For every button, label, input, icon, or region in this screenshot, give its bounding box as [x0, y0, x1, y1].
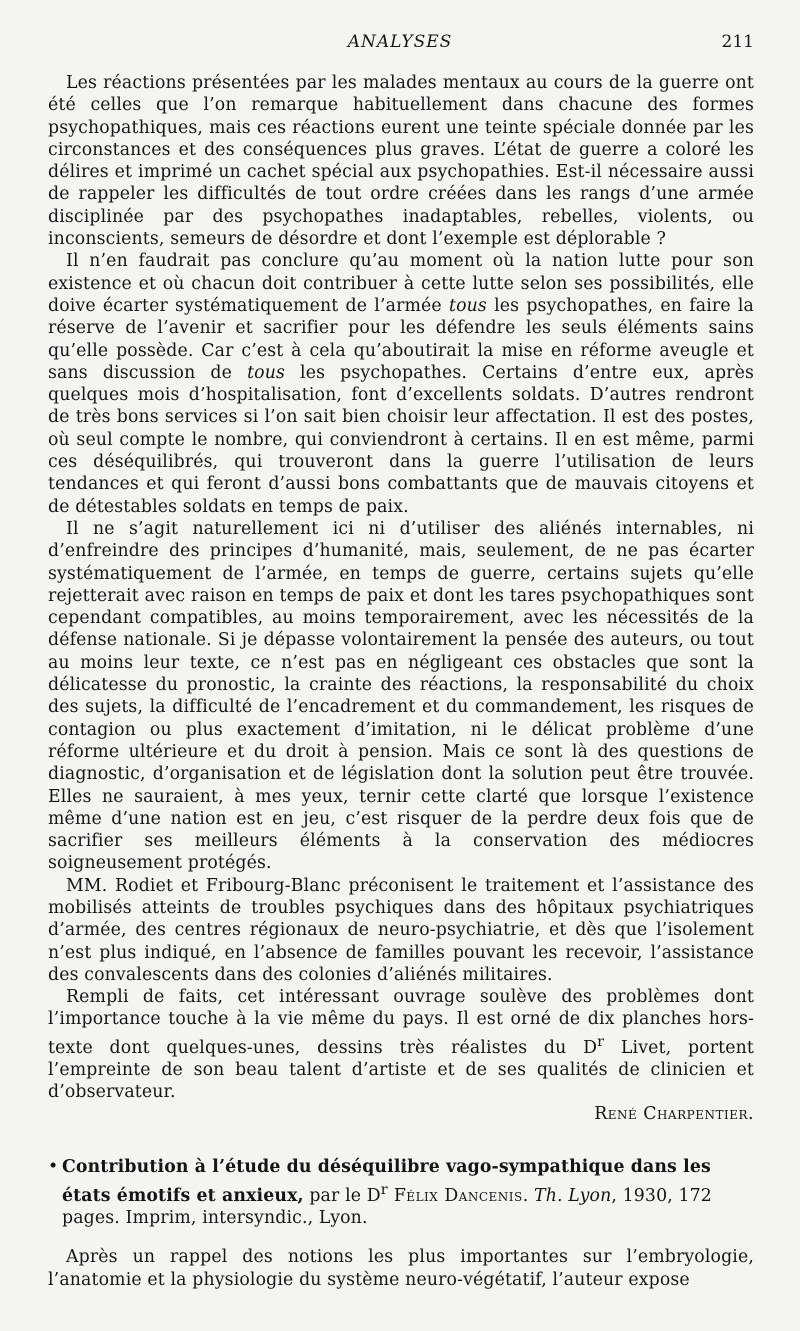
bullet-icon: •	[48, 1156, 59, 1177]
paragraph-2-part: les psychopathes, en faire la réserve de l’avenir et sacrifier pour les défendre les seuls éléments sains qu’elle possède. Car c’est à cela qu’aboutirait la mise en réforme aveugle et sans discussion de	[48, 295, 754, 383]
next-review	[48, 1156, 754, 1291]
signature-line	[48, 1103, 754, 1125]
running-title: ANALYSES	[347, 32, 453, 52]
paragraph-2	[48, 250, 754, 518]
review-heading	[48, 1156, 754, 1231]
review-body: Après un rappel des notions les plus importantes sur l’embryologie, l’anatomie et la physiologie du système neuro-végétatif, l’auteur expose	[48, 1247, 754, 1290]
paragraph-5-part: Rempli de faits, cet intéressant ouvrage soulève des problèmes dont l’importance touche à la vie même du pays. Il est orné de dix planches hors-texte dont quelques-unes, dessins très réalistes du D	[48, 987, 754, 1058]
paragraph-5-part: Livet, portent l’empreinte de son beau talent d’artiste et de ses qualités de clinicien et d’observateur.	[48, 1037, 754, 1103]
paragraph-4: MM. Rodiet et Fribourg-Blanc préconisent le traitement et l’assistance des mobilisés atteints de troubles psychiques dans des hôpitaux psychiatriques d’armée, des centres régionaux de neuro-psychiatrie, et dès que l’isolement n’est plus indiqué, en l’absence de familles pouvant les recevoir, l’assistance des convalescents dans des colonies d’aliénés militaires.	[48, 875, 754, 985]
superscript: r	[597, 1033, 605, 1050]
paragraph-2-part: les psychopathes. Certains d’entre eux, après quelques mois d’hospitalisation, font d’excellents soldats. D’autres rendront de très bons services si l’on sait bien choisir leur affectation. Il est des postes, où seul compte le nombre, qui conviendront à certains. Il en est même, parmi ces déséquilibrés, qui trouveront dans la guerre l’utilisation de leurs tendances et qui feront d’aussi bons combattants que de mauvais citoyens et de détestables soldats en temps de paix.	[48, 362, 754, 517]
paragraph-3: Il ne s’agit naturellement ici ni d’utiliser des aliénés internables, ni d’enfreindre des principes d’humanité, mais, seulement, de ne pas écarter systématiquement de l’armée, en temps de guerre, certains sujets qu’elle rejetterait avec raison en temps de paix et dont les tares psychopathiques sont cependant compatibles, au moins temporairement, avec les nécessités de la défense nationale. Si je dépasse volontairement la pensée des auteurs, ou tout au moins leur texte, ce n’est pas en négligeant ces obstacles que sont la délicatesse du pronostic, la crainte des réactions, la responsabilité du choix des sujets, la difficulté de l’encadrement et du commandement, les risques de contagion ou plus exactement d’imitation, ni le délicat problème d’une réforme ultérieure et du droit à pension. Mais ce sont là des questions de diagnostic, d’organisation et de législation dont la solution peut être trouvée. Elles ne sauraient, à mes yeux, ternir cette clarté que lorsque l’existence même d’une nation est en jeu, c’est risquer de la perdre deux fois que de sacrifier ses meilleurs éléments à la conservation des médiocres soigneusement protégés.	[48, 518, 754, 874]
thesis-city: Th. Lyon	[534, 1185, 612, 1206]
author-prefix: par le D	[303, 1185, 381, 1206]
author-name: Félix Dancenis	[387, 1185, 523, 1206]
paragraph-5	[48, 986, 754, 1103]
paragraph-1: Les réactions présentées par les malades mentaux au cours de la guerre ont été celles que l’on remarque habituellement dans chacune des formes psychopathiques, mais ces réactions eurent une teinte spéciale donnée par les circonstances et des conséquences plus graves. L’état de guerre a coloré les délires et imprimé un cachet spécial aux psychopathies. Est-il nécessaire aussi de rappeler les difficultés de tout ordre créées dans les rangs d’une armée disciplinée par des psychopathes inadaptables, rebelles, violents, ou inconscients, semeurs de désordre et dont l’exemple est déplorable ?	[48, 73, 754, 250]
emphasis-tous: tous	[448, 295, 487, 316]
paragraph-2-part: Il n’en faudrait pas conclure qu’au moment où la nation lutte pour son existence et où chacun doit contribuer à cette lutte selon ses possibilités, elle doive écarter systématiquement de l’armée	[48, 251, 754, 316]
review-text	[48, 72, 754, 1291]
page-header	[40, 32, 760, 58]
publication-details: , 1930, 172 pages. Imprim, intersyndic., Lyon.	[62, 1185, 712, 1229]
page-number: 211	[721, 32, 754, 52]
separator: .	[522, 1185, 535, 1206]
reviewer-signature: René Charpentier.	[594, 1104, 754, 1125]
work-title: Contribution à l’étude du déséquilibre vago-sympathique dans les états émotifs et anxieux,	[62, 1156, 711, 1206]
superscript: r	[380, 1181, 388, 1198]
emphasis-tous: tous	[247, 362, 286, 383]
